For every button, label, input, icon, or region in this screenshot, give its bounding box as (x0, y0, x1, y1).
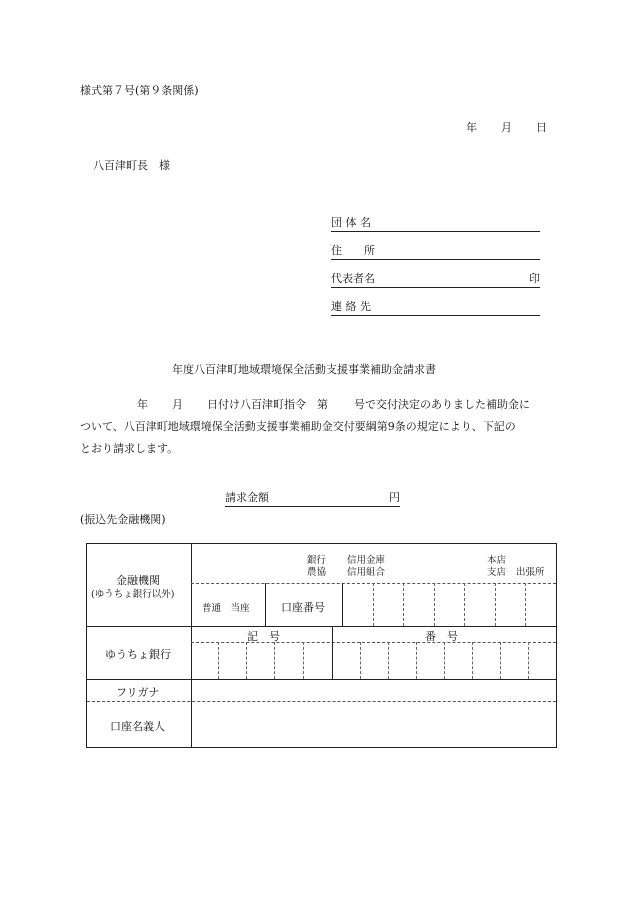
body-line-2: ついて、八百津町地域環境保全活動支援事業補助金交付要綱第9条の規定により、下記の (80, 420, 516, 433)
bangou-header: 番 号 (425, 630, 458, 643)
branch-branch: 支店 (487, 567, 507, 578)
bangou-digit-cell[interactable] (528, 642, 529, 679)
seal-mark: 印 (529, 272, 540, 285)
account-holder-input[interactable] (192, 702, 556, 747)
kigou-header: 記 号 (247, 630, 280, 643)
yucho-label: ゆうちょ銀行 (105, 648, 171, 661)
bank-table (86, 543, 557, 748)
address-label: 住 所 (331, 244, 375, 257)
contact-label: 連 絡 先 (331, 300, 371, 313)
kigou-digit-cell[interactable] (218, 642, 219, 679)
bank-type-shinkumi: 信用組合 (347, 567, 386, 578)
body-month: 月 (172, 398, 183, 411)
account-digit-cell[interactable] (525, 583, 526, 626)
date-month: 月 (501, 121, 512, 134)
account-number-label: 口座番号 (281, 601, 325, 614)
bangou-digit-cell[interactable] (416, 642, 417, 679)
claim-amount-field[interactable] (225, 491, 400, 507)
furigana-label: フリガナ (116, 686, 160, 699)
date-day: 日 (536, 121, 547, 134)
org-name-label: 団 体 名 (331, 216, 371, 229)
kigou-digit-cell[interactable] (303, 642, 304, 679)
account-holder-label: 口座名義人 (110, 720, 165, 733)
bangou-digit-cell[interactable] (472, 642, 473, 679)
address-field[interactable] (331, 242, 540, 260)
branch-main: 本店 (487, 555, 507, 566)
kigou-digit-cell[interactable] (274, 642, 275, 679)
claim-amount-label: 請求金額 (225, 491, 269, 504)
account-types[interactable]: 普通 当座 (202, 603, 250, 614)
bangou-digit-cell[interactable] (360, 642, 361, 679)
divider (265, 583, 266, 626)
bank-type-ja: 農協 (307, 567, 327, 578)
divider (332, 626, 333, 679)
body-directive: 日付け八百津町指令 第 (207, 398, 328, 411)
bangou-digit-cell[interactable] (388, 642, 389, 679)
representative-label: 代表者名 (331, 272, 375, 285)
bank-section-label: (振込先金融機関) (80, 513, 166, 526)
body-decision: 号で交付決定のありました補助金に (354, 398, 530, 411)
divider (87, 626, 556, 627)
bank-type-bank: 銀行 (307, 555, 327, 566)
fin-institution-label: 金融機関 (116, 574, 160, 587)
contact-field[interactable] (331, 298, 540, 316)
account-digit-cell[interactable] (403, 583, 404, 626)
claim-amount-unit: 円 (389, 491, 400, 504)
bangou-digit-cell[interactable] (500, 642, 501, 679)
account-digit-cell[interactable] (495, 583, 496, 626)
representative-field[interactable] (331, 270, 540, 288)
account-digit-cell[interactable] (464, 583, 465, 626)
kigou-digit-cell[interactable] (246, 642, 247, 679)
addressee: 八百津町長 様 (93, 159, 170, 172)
document-title: 年度八百津町地域環境保全活動支援事業補助金請求書 (172, 363, 436, 376)
account-digit-cell[interactable] (373, 583, 374, 626)
furigana-input[interactable] (192, 680, 556, 700)
body-line-3: とおり請求します。 (80, 442, 179, 455)
date-year: 年 (466, 121, 477, 134)
fin-institution-sub: (ゆうちょ銀行以外) (91, 589, 175, 600)
org-name-field[interactable] (331, 214, 540, 232)
form-number: 様式第７号(第９条関係) (80, 84, 199, 97)
bank-type-shinkin: 信用金庫 (347, 555, 386, 566)
body-line-1 (80, 394, 550, 416)
divider (342, 583, 343, 626)
branch-office: 出張所 (516, 567, 545, 578)
account-digit-cell[interactable] (434, 583, 435, 626)
bangou-digit-cell[interactable] (444, 642, 445, 679)
body-year: 年 (137, 398, 148, 411)
body-paragraph (80, 394, 550, 460)
